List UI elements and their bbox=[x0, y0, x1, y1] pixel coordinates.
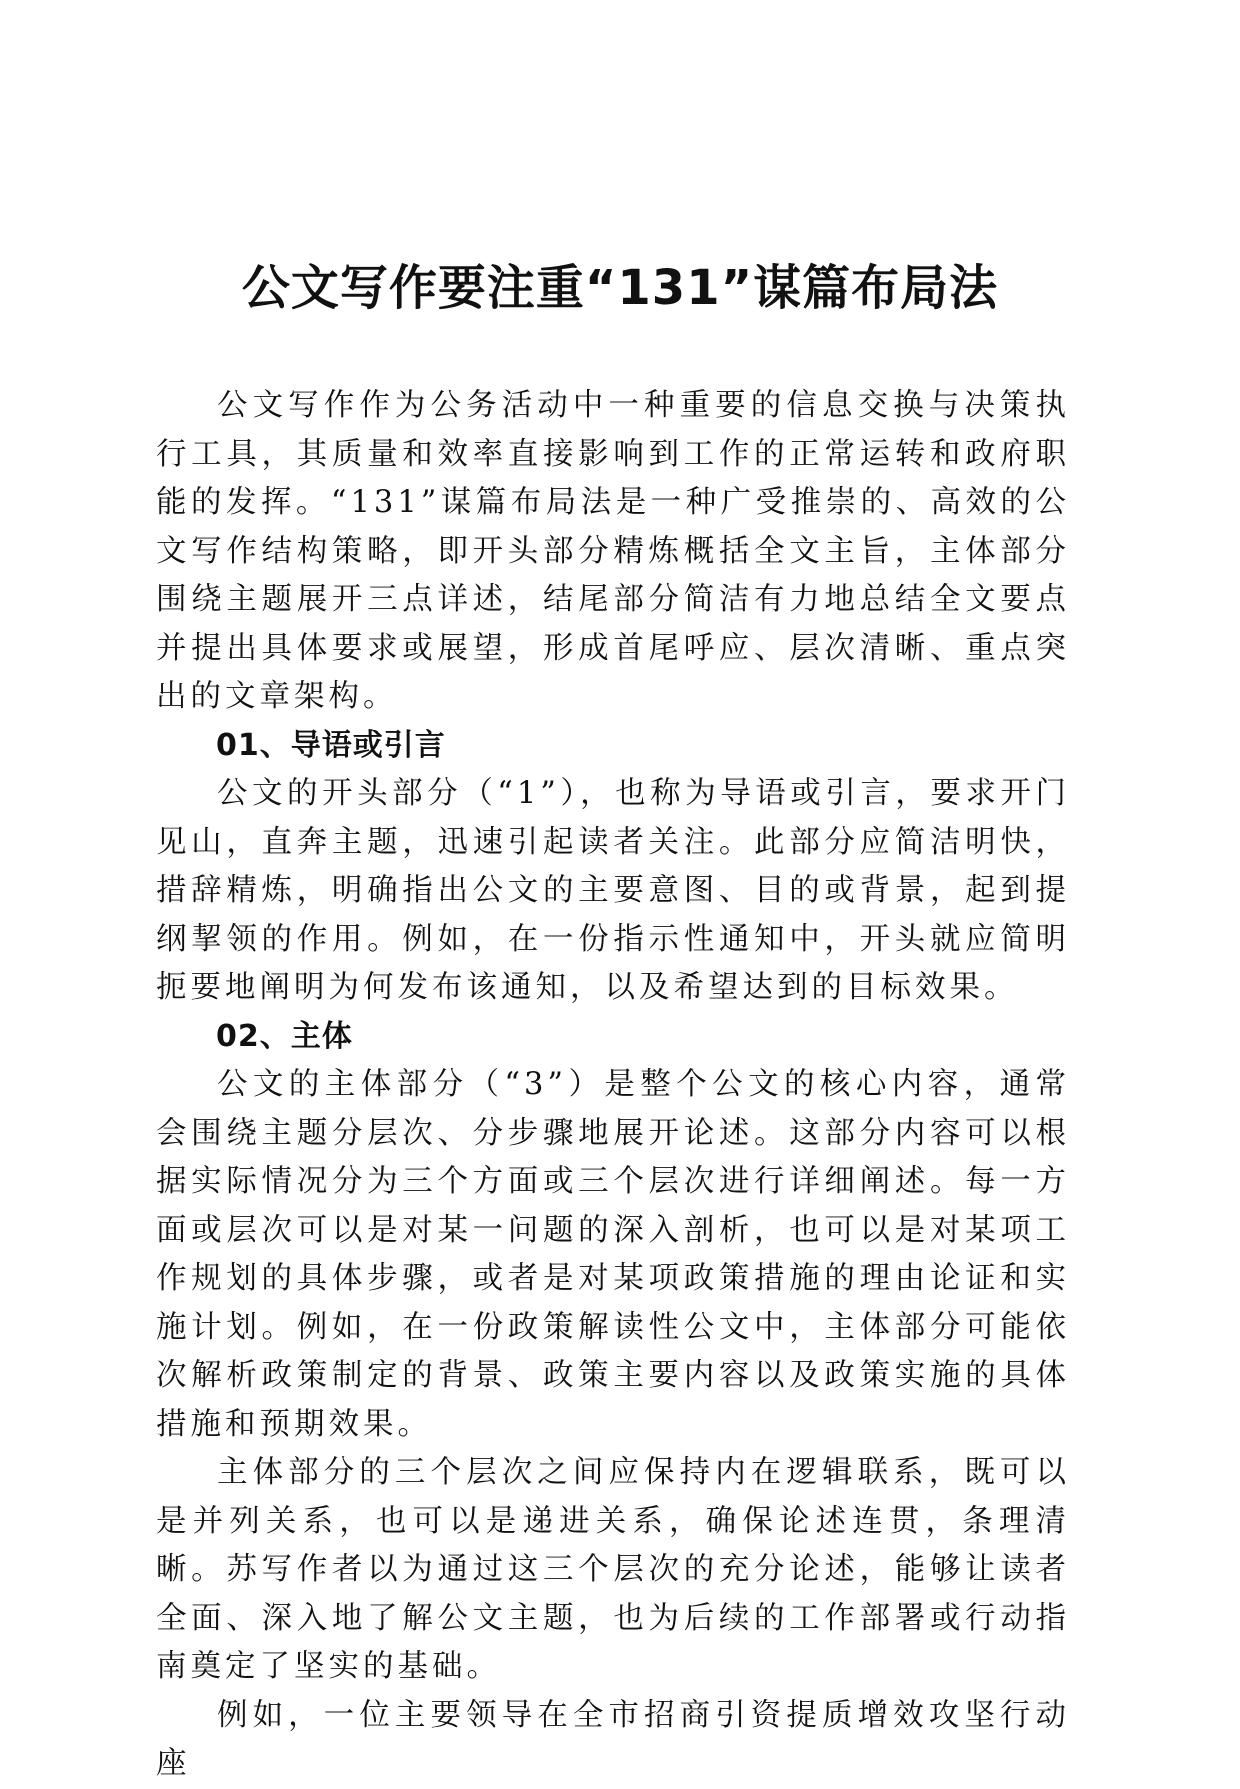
document-body bbox=[156, 382, 1070, 1789]
section-heading-02: 02、主体 bbox=[216, 1018, 353, 1054]
section-02-paragraph-3: 例如，一位主要领导在全市招商引资提质增效攻坚行动座 bbox=[156, 1697, 1070, 1781]
section-01-paragraph: 公文的开头部分（“1”），也称为导语或引言，要求开门见山，直奔主题，迅速引起读者关注。此部分应简洁明快，措辞精炼，明确指出公文的主要意图、目的或背景，起到提纲挈领的作用。例如，在一份指示性通知中，开头就应简明扼要地阐明为何发布该通知，以及希望达到的目标效果。 bbox=[156, 776, 1070, 1005]
page-title: 公文写作要注重“131”谋篇布局法 bbox=[241, 260, 999, 316]
section-02-paragraph-2: 主体部分的三个层次之间应保持内在逻辑联系，既可以是并列关系，也可以是递进关系，确保论述连贯，条理清晰。苏写作者以为通过这三个层次的充分论述，能够让读者全面、深入地了解公文主题，也为后续的工作部署或行动指南奠定了坚实的基础。 bbox=[156, 1455, 1070, 1684]
section-02-paragraph-1: 公文的主体部分（“3”）是整个公文的核心内容，通常会围绕主题分层次、分步骤地展开论述。这部分内容可以根据实际情况分为三个方面或三个层次进行详细阐述。每一方面或层次可以是对某一问题的深入剖析，也可以是对某项工作规划的具体步骤，或者是对某项政策措施的理由论证和实施计划。例如，在一份政策解读性公文中，主体部分可能依次解析政策制定的背景、政策主要内容以及政策实施的具体措施和预期效果。 bbox=[156, 1067, 1070, 1442]
intro-paragraph: 公文写作作为公务活动中一种重要的信息交换与决策执行工具，其质量和效率直接影响到工作的正常运转和政府职能的发挥。“131”谋篇布局法是一种广受推崇的、高效的公文写作结构策略，即开头部分精炼概括全文主旨，主体部分围绕主题展开三点详述，结尾部分简洁有力地总结全文要点并提出具体要求或展望，形成首尾呼应、层次清晰、重点突出的文章架构。 bbox=[156, 388, 1070, 714]
section-heading-01: 01、导语或引言 bbox=[216, 727, 446, 763]
